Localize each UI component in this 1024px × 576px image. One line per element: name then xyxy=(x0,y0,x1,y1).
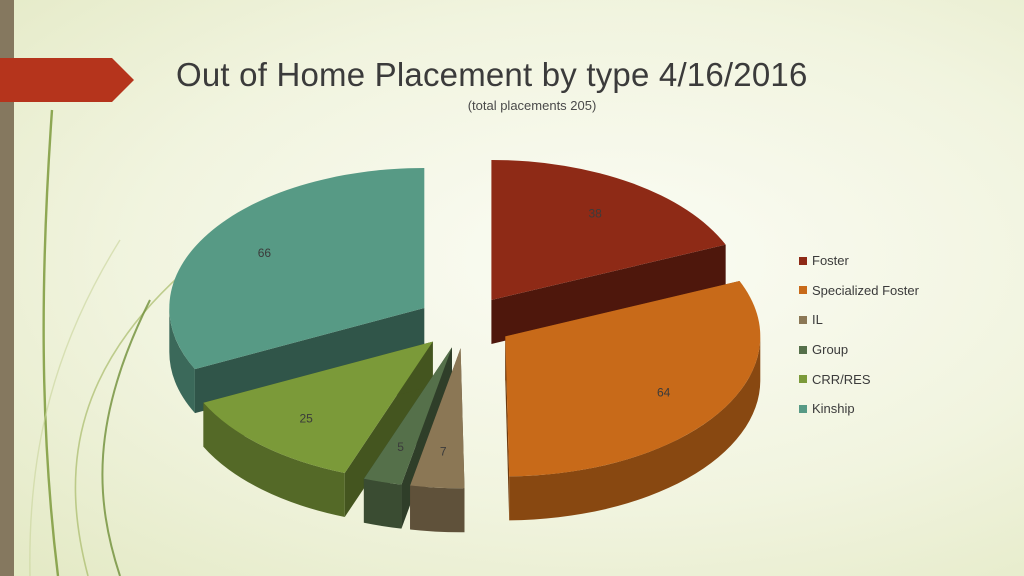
legend-swatch xyxy=(799,405,807,413)
data-label-crr-res: 25 xyxy=(299,411,313,426)
legend-label: CRR/RES xyxy=(812,371,871,387)
legend-item-group xyxy=(799,335,919,365)
data-label-group: 5 xyxy=(397,440,404,455)
legend-label: Kinship xyxy=(812,401,855,417)
data-label-il: 7 xyxy=(439,444,447,459)
legend-label: Foster xyxy=(812,253,849,269)
legend-item-crr-res xyxy=(799,364,919,394)
slide-title: Out of Home Placement by type 4/16/2016 xyxy=(176,56,808,93)
legend-swatch xyxy=(799,375,807,383)
legend-label: Specialized Foster xyxy=(812,282,919,298)
legend-swatch xyxy=(799,316,807,324)
slide-subtitle: (total placements 205) xyxy=(467,98,597,113)
legend-label: Group xyxy=(812,342,849,358)
legend-item-specialized-foster xyxy=(799,276,919,306)
data-label-kinship: 66 xyxy=(257,246,272,261)
data-label-foster: 38 xyxy=(588,206,602,221)
chart-legend xyxy=(799,246,919,424)
legend-swatch xyxy=(799,346,807,354)
legend-swatch xyxy=(799,257,807,265)
legend-item-kinship xyxy=(799,394,919,424)
data-label-specialized-foster: 64 xyxy=(656,385,671,400)
legend-item-il xyxy=(799,305,919,335)
legend-item-foster xyxy=(799,246,919,276)
legend-label: IL xyxy=(812,312,823,328)
legend-swatch xyxy=(799,286,807,294)
